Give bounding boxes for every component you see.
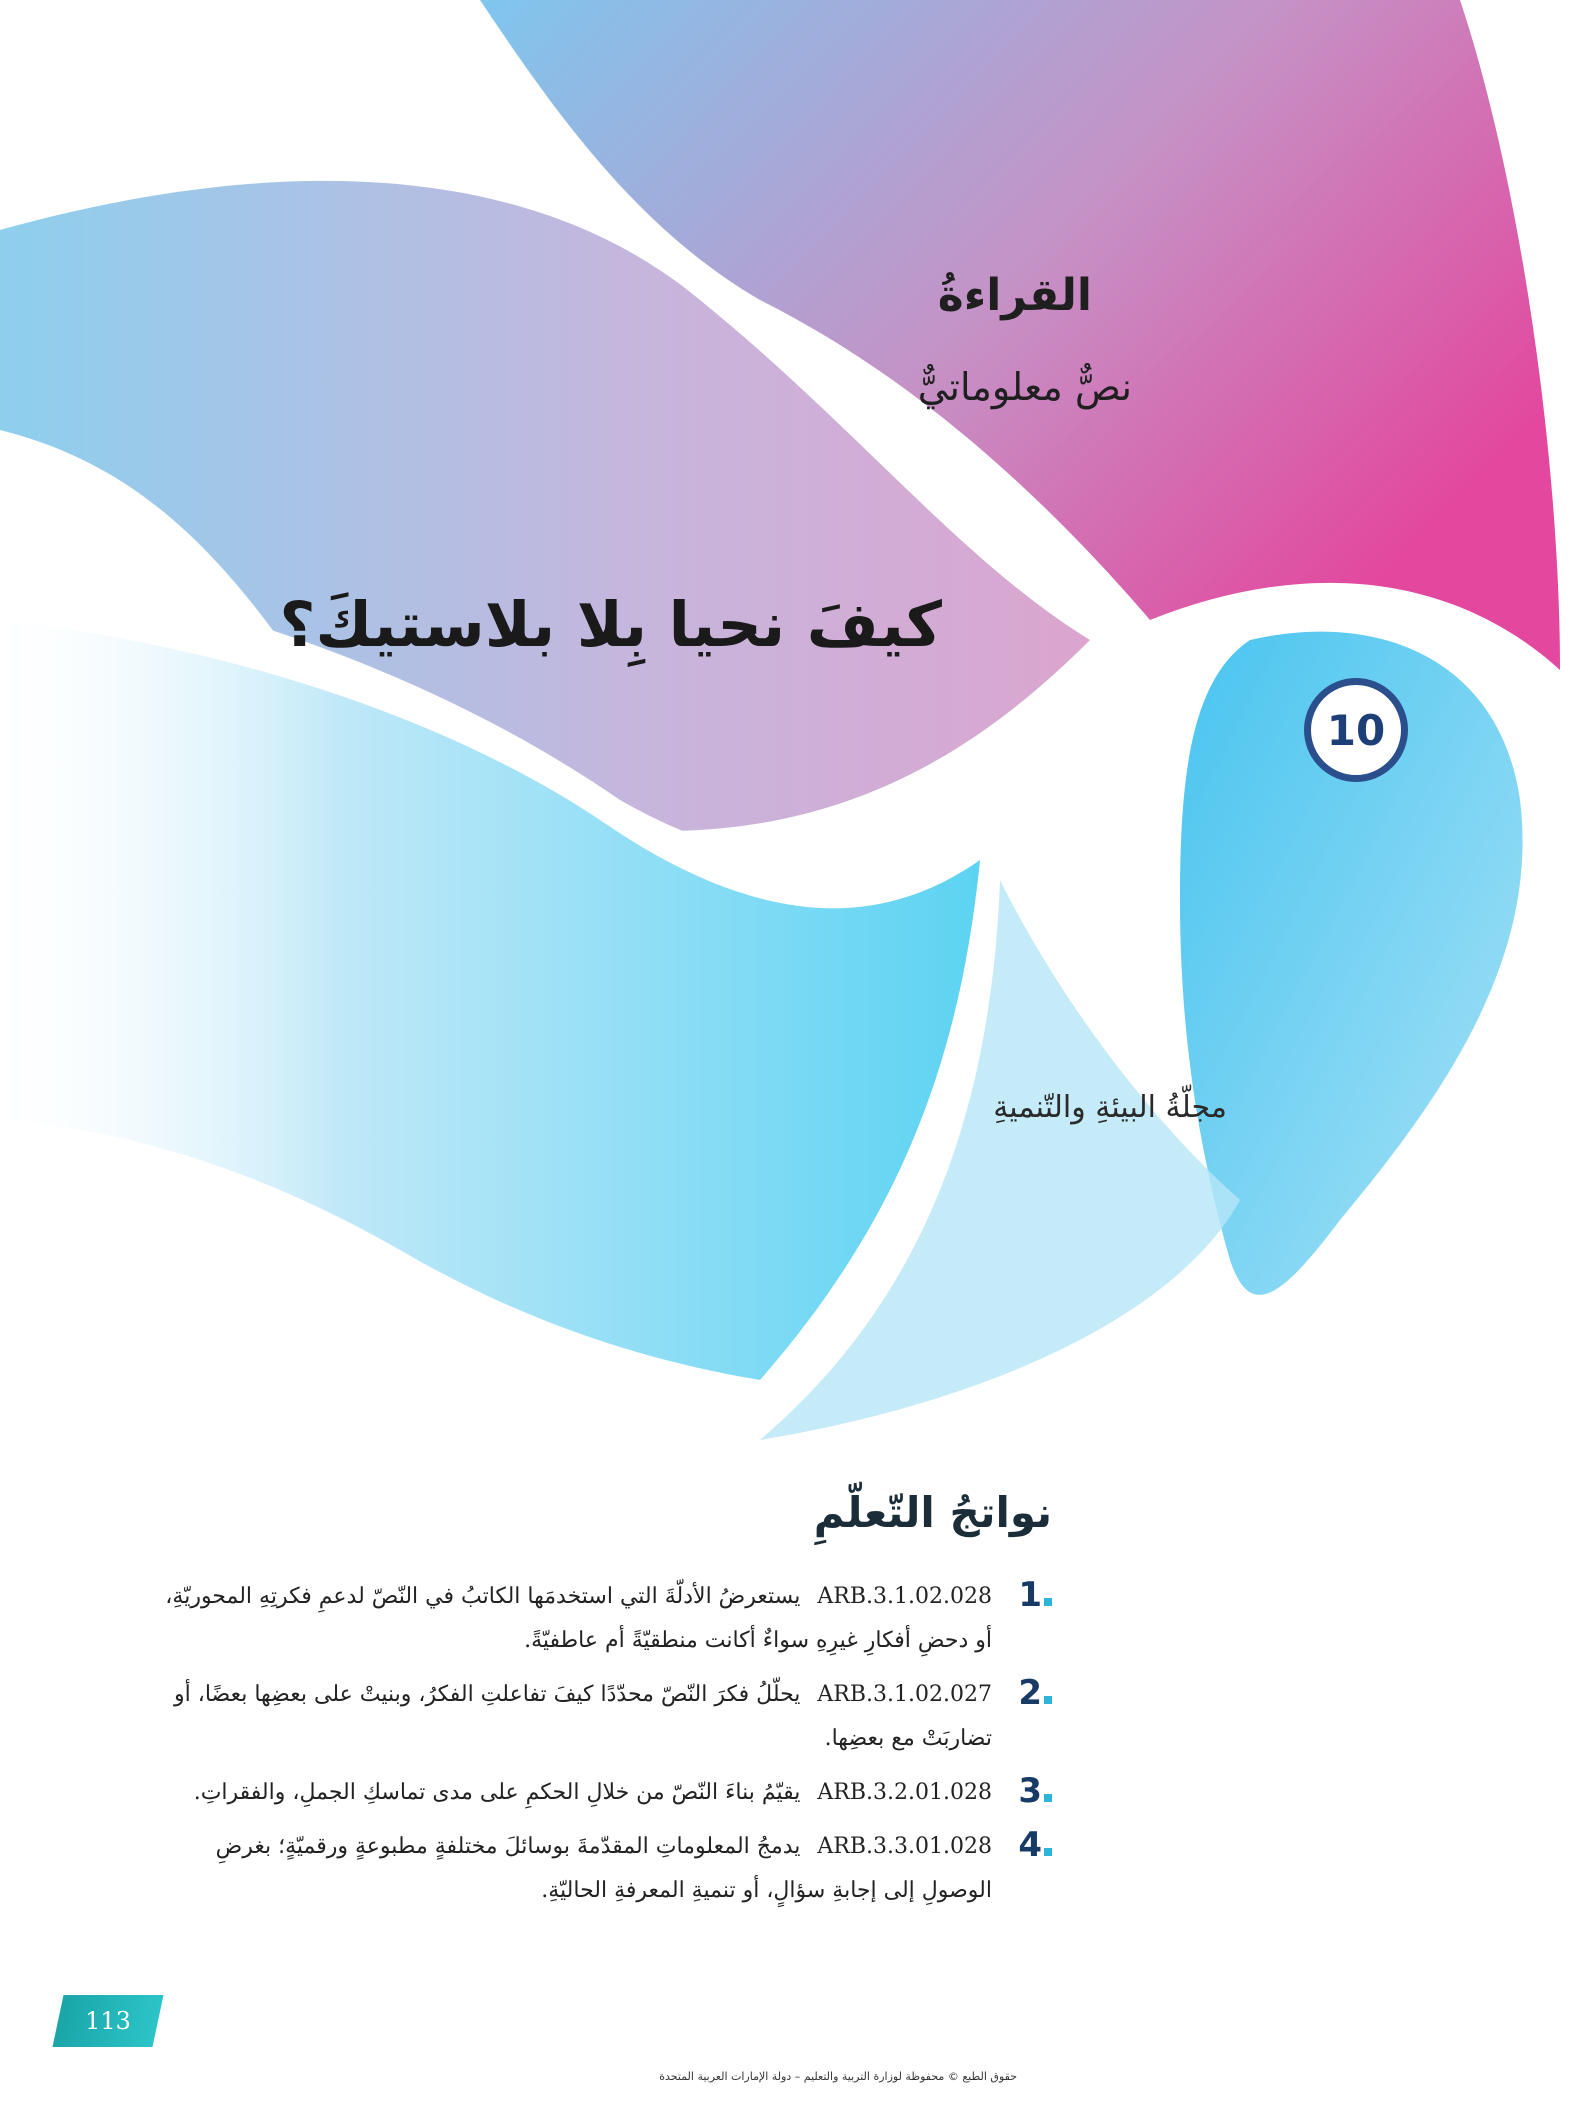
outcome-number: 3 xyxy=(1018,1769,1052,1813)
outcome-text: يدمجُ المعلوماتِ المقدّمةَ بوسائلَ مختلفةٍ مطبوعةٍ ورقميّةٍ؛ بغرضِ الوصولِ إلى إجابةِ سؤالٍ، أو تنميةِ المعرفةِ الحاليّةِ. xyxy=(215,1834,992,1903)
copyright-footer: حقوق الطبع © محفوظة لوزارة التربية والتعليم – دولة الإمارات العربية المتحدة xyxy=(659,2070,1017,2083)
outcome-text: يحلّلُ فكرَ النّصّ محدّدًا كيفَ تفاعلتِ الفكرُ، وبنيتْ على بعضِها بعضًا، أو تضاربَتْ مع بعضِها. xyxy=(174,1682,992,1751)
outcome-text: يستعرضُ الأدلّةَ التي استخدمَها الكاتبُ في النّصّ لدعمِ فكرتِهِ المحوريّةِ، أو دحضِ أفكارِ غيرِهِ سواءٌ أكانت منطقيّةً أم عاطفيّةً. xyxy=(165,1584,992,1653)
source-label: مجلّةُ البيئةِ والتّنميةِ xyxy=(993,1090,1227,1125)
page-number: 113 xyxy=(85,2007,131,2035)
outcomes-heading: نواتجُ التّعلّمِ xyxy=(813,1488,1052,1537)
outcome-number: 1 xyxy=(1018,1573,1052,1617)
outcome-number: 2 xyxy=(1018,1671,1052,1715)
lesson-number-badge: 10 xyxy=(1304,678,1408,782)
section-title: القراءةُ xyxy=(937,270,1092,321)
outcome-code: ARB.3.1.02.027 xyxy=(817,1682,992,1707)
outcome-item xyxy=(152,1575,1052,1663)
outcome-code: ARB.3.1.02.028 xyxy=(817,1584,992,1609)
outcome-item xyxy=(152,1771,1052,1815)
outcome-code: ARB.3.2.01.028 xyxy=(817,1780,992,1805)
section-subtitle: نصٌّ معلوماتيٌّ xyxy=(917,365,1132,409)
outcomes-list xyxy=(152,1575,1052,1923)
outcome-number: 4 xyxy=(1018,1823,1052,1867)
lesson-title: كيفَ نحيا بِلا بلاستيكَ؟ xyxy=(279,588,942,661)
outcome-text: يقيّمُ بناءَ النّصّ من خلالِ الحكمِ على مدى تماسكِ الجملِ، والفقراتِ. xyxy=(193,1780,801,1805)
outcome-code: ARB.3.3.01.028 xyxy=(817,1834,992,1859)
outcome-item xyxy=(152,1673,1052,1761)
outcome-item xyxy=(152,1825,1052,1913)
